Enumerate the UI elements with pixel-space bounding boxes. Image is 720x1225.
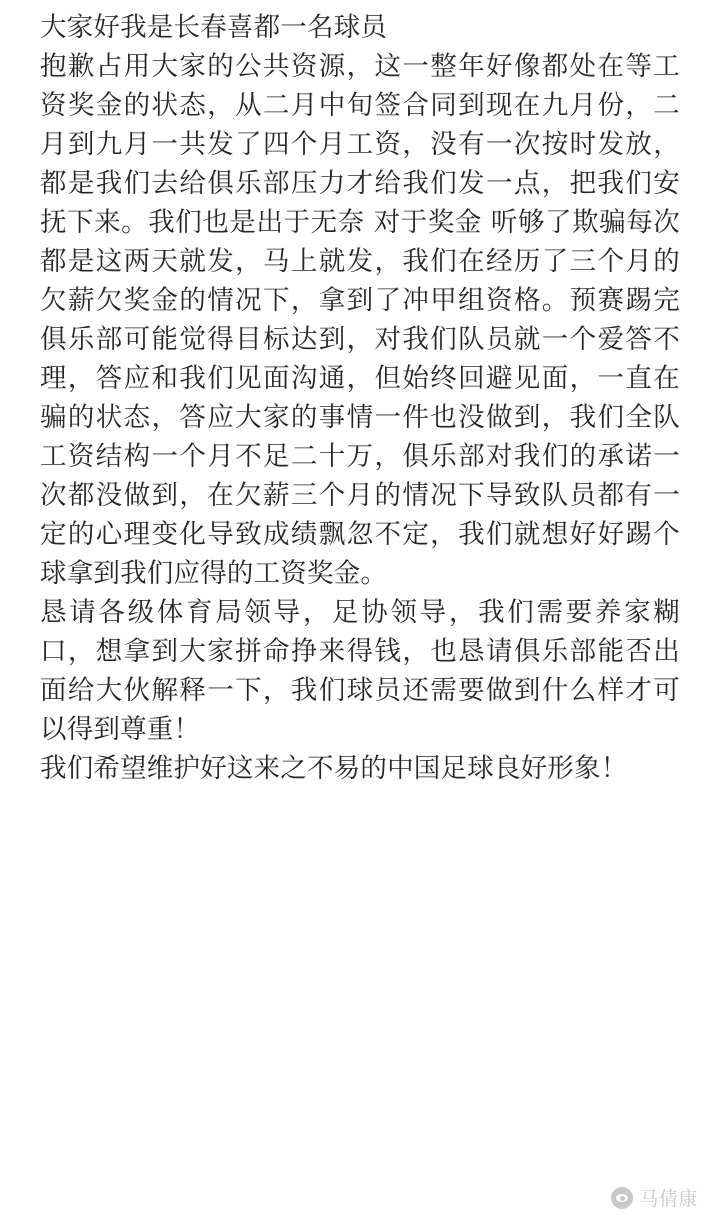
note-text-block (40, 8, 680, 788)
watermark-username: 马倩康 (639, 1188, 698, 1210)
weibo-eye-icon (611, 1187, 633, 1209)
paragraph-body-3: 我们希望维护好这来之不易的中国足球良好形象！ (40, 753, 628, 784)
paragraph-title: 大家好我是长春喜都一名球员 (40, 12, 388, 43)
paragraph-body-2: 恳请各级体育局领导，足协领导，我们需要养家糊口，想拿到大家拼命挣来得钱，也恳请俱乐部能否出面给大伙解释一下，我们球员还需要做到什么样才可以得到尊重！ (40, 597, 680, 745)
watermark (611, 1184, 698, 1211)
paragraph-body-1: 抱歉占用大家的公共资源，这一整年好像都处在等工资奖金的状态，从二月中旬签合同到现在九月份，二月到九月一共发了四个月工资，没有一次按时发放，都是我们去给俱乐部压力才给我们发一点，把我们安抚下来。我们也是出于无奈 对于奖金 听够了欺骗每次都是这两天就发，马上就发，我们在经历了三个月的欠薪欠奖金的情况下，拿到了冲甲组资格。预赛踢完俱乐部可能觉得目标达到，对我们队员就一个爱答不理，答应和我们见面沟通，但始终回避见面，一直在骗的状态，答应大家的事情一件也没做到，我们全队工资结构一个月不足二十万，俱乐部对我们的承诺一次都没做到，在欠薪三个月的情况下导致队员都有一定的心理变化导致成绩飘忽不定，我们就想好好踢个球拿到我们应得的工资奖金。 (40, 51, 680, 589)
